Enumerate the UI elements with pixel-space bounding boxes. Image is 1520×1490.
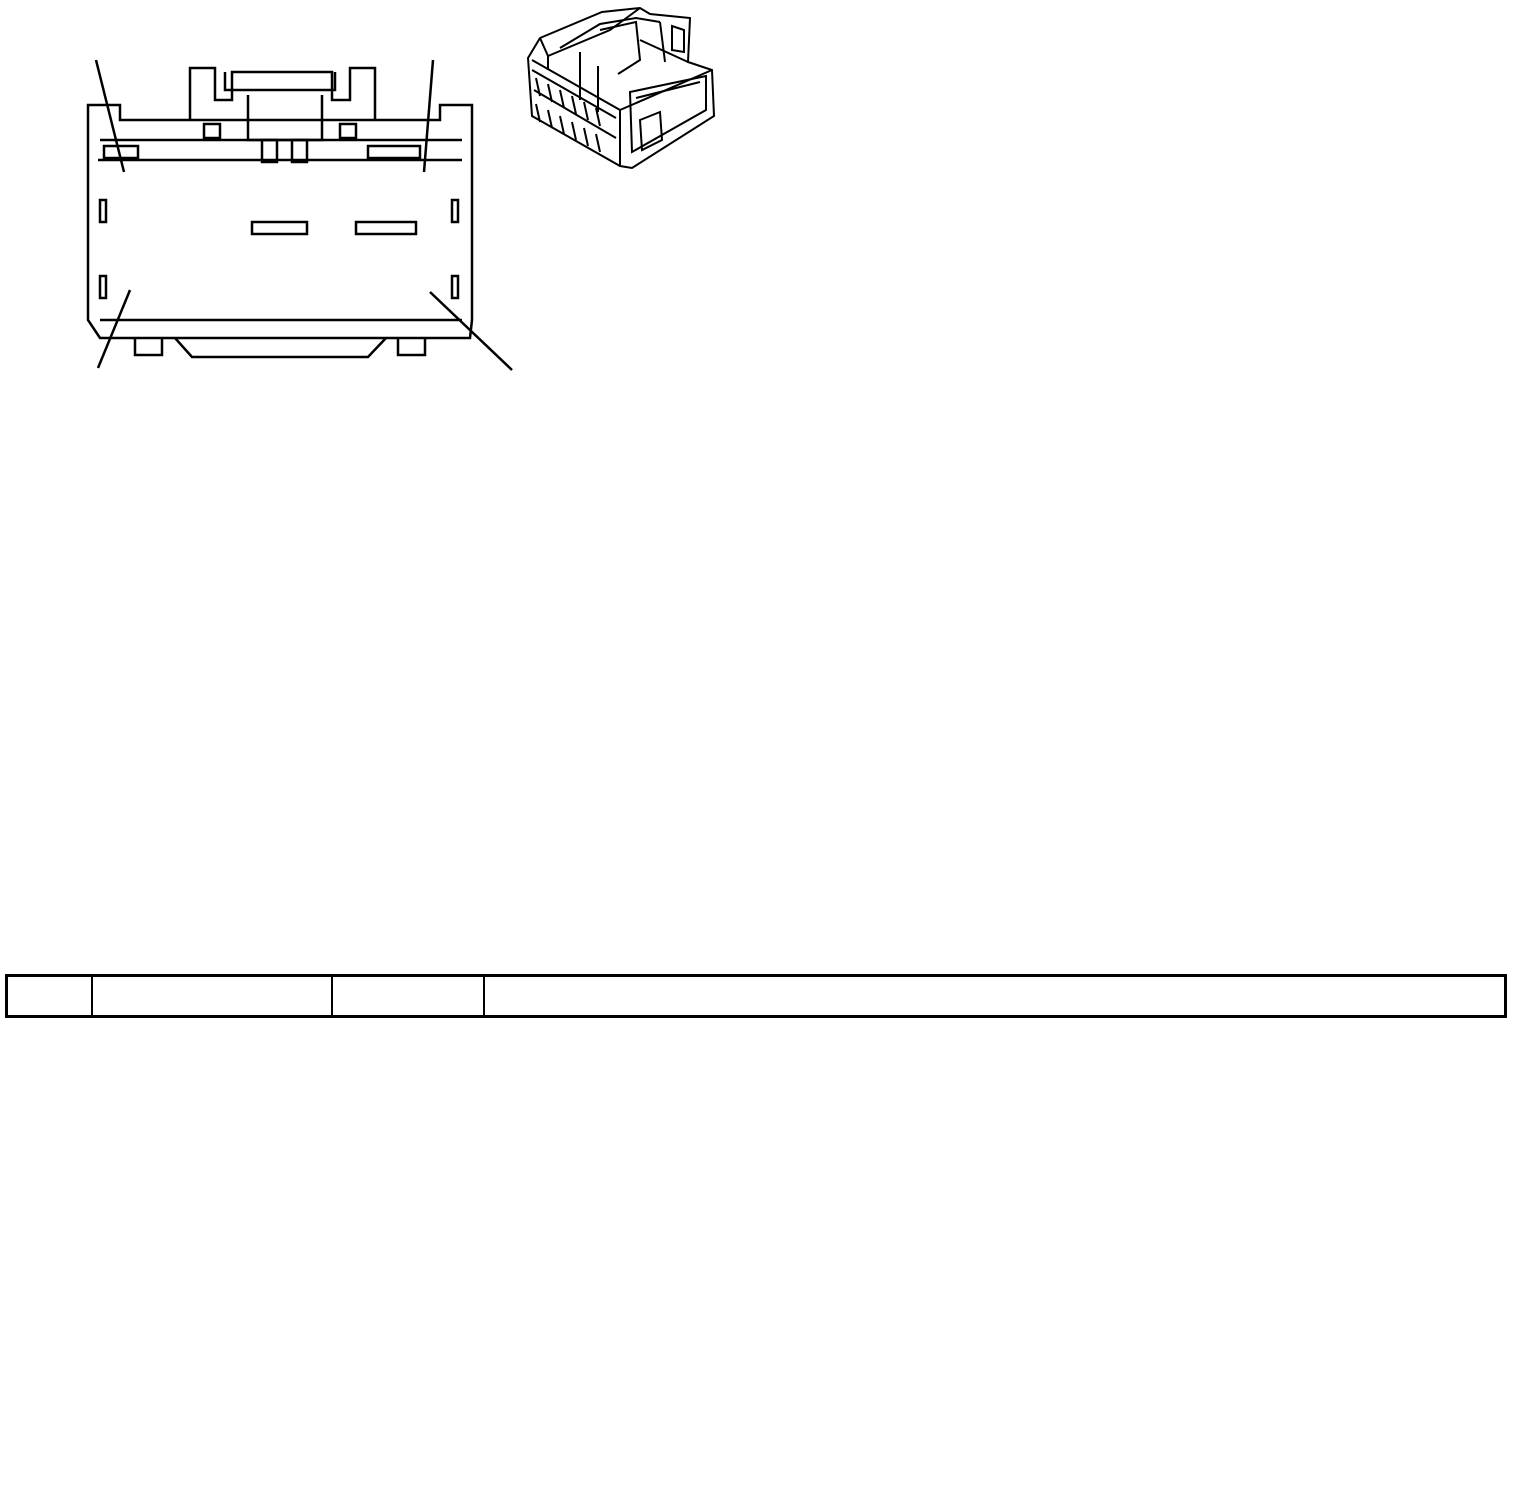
header-circuit (332, 976, 484, 1017)
connector-diagram (0, 0, 760, 420)
table-header-row (7, 976, 1506, 1017)
connector-isometric-image (528, 8, 714, 168)
header-wire (92, 976, 332, 1017)
header-function (484, 976, 1506, 1017)
leader-line-pin-16 (98, 290, 130, 368)
header-pin (7, 976, 92, 1017)
connector-face (88, 68, 472, 357)
pin-table (5, 974, 1507, 1018)
leader-line-pin-1 (424, 60, 433, 172)
